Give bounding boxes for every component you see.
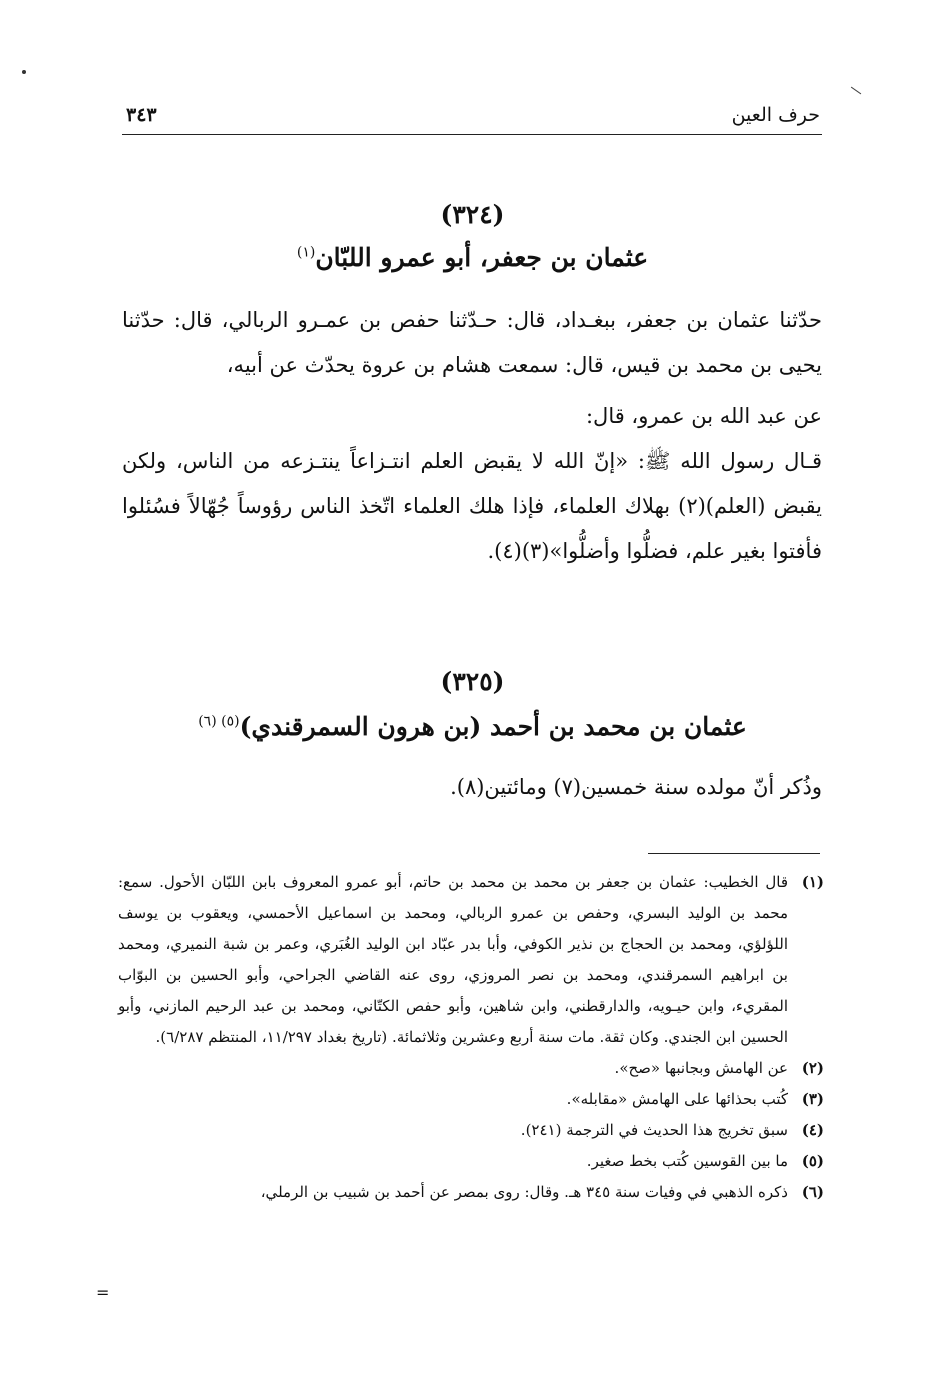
scan-tick-mark (851, 87, 862, 95)
footnote-text: عن الهامش وبجانبها «صح». (614, 1059, 788, 1077)
footnote-number: (٢) (801, 1059, 824, 1077)
entry-number-324: (٣٢٤) (440, 200, 505, 229)
footnote-number: (٤) (801, 1121, 824, 1139)
entry-number-325: (٣٢٥) (440, 667, 505, 696)
footnote-3 (118, 1084, 824, 1115)
entry-title-text: عثمان بن محمد بن أحمد (بن هرون السمرقندي) (239, 712, 747, 741)
entry-body-325 (122, 765, 822, 810)
footnote-ref: (٥) (٦) (198, 713, 240, 730)
footnote-text: قال الخطيب: عثمان بن جعفر بن محمد بن محمد بن حاتم، أبو عمرو المعروف بابن اللبّان الأحول. سمع: محمد بن الوليد البسري، وحفص بن عمرو الربالي، ومحمد بن اسماعيل الأحمسي، ويعقوب بن يوسف اللؤلؤي، ومحمد بن الحجاج بن نذير الكوفي، وأبا بدر عبّاد ابن الوليد الغُبَري، وعمر بن شبة النميري، ومحمد بن ابراهيم السمرقندي، ومحمد بن نصر المروزي، روى عنه القاضي الجراحي، وأبو الحسين بن البوّاب المقريء، وابن حيـويه، والدارقطني، وابن شاهين، وأبو حفص الكتّاني، ومحمد بن عبد الرحيم المازني، وأبو الحسين ابن الجندي. وكان ثقة. مات سنة أربع وعشرين وثلاثمائة. (تاريخ بغداد ١١/٢٩٧، المنتظم ٦/٢٨٧). (118, 873, 788, 1046)
footnote-number: (٦) (801, 1183, 824, 1201)
footnote-number: (٥) (801, 1152, 824, 1170)
entry-title-324 (120, 243, 825, 272)
footnotes (118, 867, 824, 1208)
isnad-paragraph: حدّثنا عثمان بن جعفر، ببغـداد، قال: حـدّثنا حفص بن عمـرو الربالي، قال: حدّثنا يحيى بن محمد بن قيس، قال: سمعت هشام بن عروة يحدّث عن أبيه، (122, 308, 822, 377)
continuation-mark: = (96, 1283, 110, 1302)
entry-title-325 (120, 712, 825, 741)
page-number: ٣٤٣ (126, 104, 157, 126)
footnote-separator (648, 853, 820, 854)
birth-note: وذُكر أنّ مولده سنة خمسين(٧) ومائتين(٨). (450, 775, 822, 799)
footnote-6 (118, 1177, 824, 1208)
footnote-ref: (١) (296, 244, 316, 261)
footnote-text: كُتب بحذائها على الهامش «مقابله». (566, 1090, 788, 1108)
footnote-5 (118, 1146, 824, 1177)
footnote-text: سبق تخريج هذا الحديث في الترجمة (٢٤١). (520, 1121, 788, 1139)
running-header (122, 100, 822, 135)
footnote-text: ما بين القوسين كُتب بخط صغير. (586, 1152, 788, 1170)
isnad-continuation: عن عبد الله بن عمرو، قال: (585, 404, 822, 428)
footnote-text: ذكره الذهبي في وفيات سنة ٣٤٥ هـ. وقال: روى بمصر عن أحمد بن شبيب بن الرملي، (260, 1183, 788, 1201)
footnote-1 (118, 867, 824, 1053)
footnote-number: (١) (801, 873, 824, 891)
entry-title-text: عثمان بن جعفر، أبو عمرو اللبّان (315, 243, 649, 272)
footnote-2 (118, 1053, 824, 1084)
chapter-title: حرف العين (731, 104, 820, 126)
speck-mark (22, 70, 26, 74)
entry-body-324 (122, 298, 822, 574)
hadith-text: قـال رسول الله ﷺ: «إنّ الله لا يقبض العلم انتـزاعاً ينتـزعه من الناس، ولكن يقبض (العلم)(٢) بهلاك العلماء، فإذا هلك العلماء اتّخذ الناس رؤوساً جُهّالاً فسُئلوا فأفتوا بغير علم، فضلُّوا وأضلُّوا»(٣)(٤). (122, 449, 823, 563)
footnote-4 (118, 1115, 824, 1146)
footnote-number: (٣) (801, 1090, 824, 1108)
